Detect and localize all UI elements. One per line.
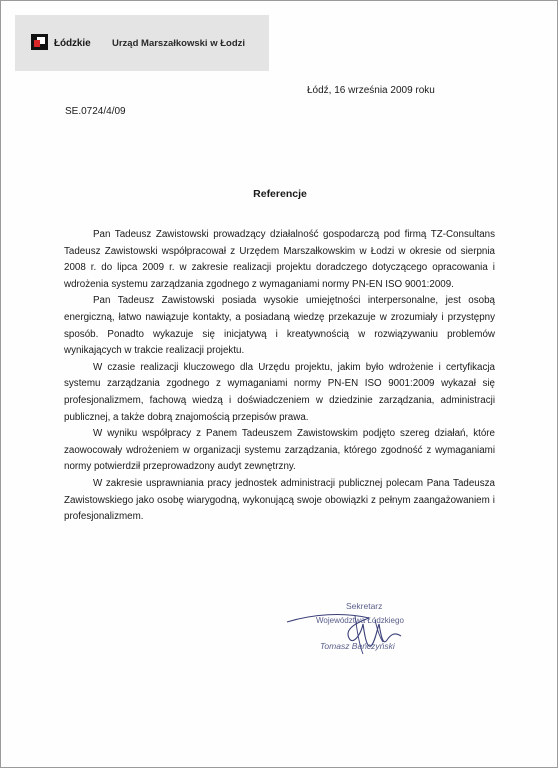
lodzkie-logo-icon <box>31 34 48 50</box>
paragraph-4: W wyniku współpracy z Panem Tadeuszem Zawistowskim podjęto szereg działań, które zaowocowały wdrożeniem w organizacji systemu zarządzania, którego zgodność z wymaganiami normy potwierdził przeprowadzony audyt zewnętrzny. <box>64 428 495 473</box>
letterhead <box>15 15 269 71</box>
date-line: Łódź, 16 września 2009 roku <box>307 85 435 96</box>
signatory-title: Sekretarz <box>346 601 383 611</box>
handwritten-signature-icon <box>283 594 433 676</box>
paragraph-5: W zakresie usprawniania pracy jednostek administracji publicznej polecam Pana Tadeusza Zawistowskiego jako osobę wiarygodną, wykonującą swoje obowiązki z pełnym zaangażowaniem i profesjonalizmem. <box>64 477 495 523</box>
paragraph-1: Pan Tadeusz Zawistowski prowadzący działalność gospodarczą pod firmą TZ-Consultans Tadeusz Zawistowski współpracował z Urzędem Marszałkowskim w Łodzi w okresie od sierpnia 2008 r. do lipca 2009 r. w zakresie realizacji projektu doradczego dotyczącego opracowania i wdrożenia systemu zarządzania zgodnego z wymaganiami normy PN-EN ISO 9001:2009. <box>64 229 495 290</box>
signatory-name: Tomasz Bańczyński <box>320 641 395 651</box>
paragraph-3: W czasie realizacji kluczowego dla Urzędu projektu, jakim było wdrożenie i certyfikacja systemu zarządzania zgodnego z wymaganiami normy PN-EN ISO 9001:2009 wykazał się profesjonalizmem, fachową wiedzą i doświadczeniem w dziedzinie zarządzania, administracji publicznej, a także dobrą znajomością przepisów prawa. <box>64 361 495 423</box>
letter-title: Referencje <box>253 188 307 200</box>
signatory-organization: Województwa Łódzkiego <box>316 616 404 625</box>
office-name: Urząd Marszałkowski w Łodzi <box>112 38 246 49</box>
signature-block <box>283 594 433 676</box>
brand-name: Łódzkie <box>54 38 91 49</box>
reference-number: SE.0724/4/09 <box>65 106 126 117</box>
paragraph-2: Pan Tadeusz Zawistowski posiada wysokie umiejętności interpersonalne, jest osobą energiczną, łatwo nawiązuje kontakty, a posiadaną wiedzę przekazuje w zrozumiały i przystępny sposób. Ponadto wykazuje się inicjatywą i kreatywnością w rozwiązywaniu problemów wynikających w trakcie realizacji projektu. <box>64 295 495 357</box>
letter-body <box>64 227 495 526</box>
